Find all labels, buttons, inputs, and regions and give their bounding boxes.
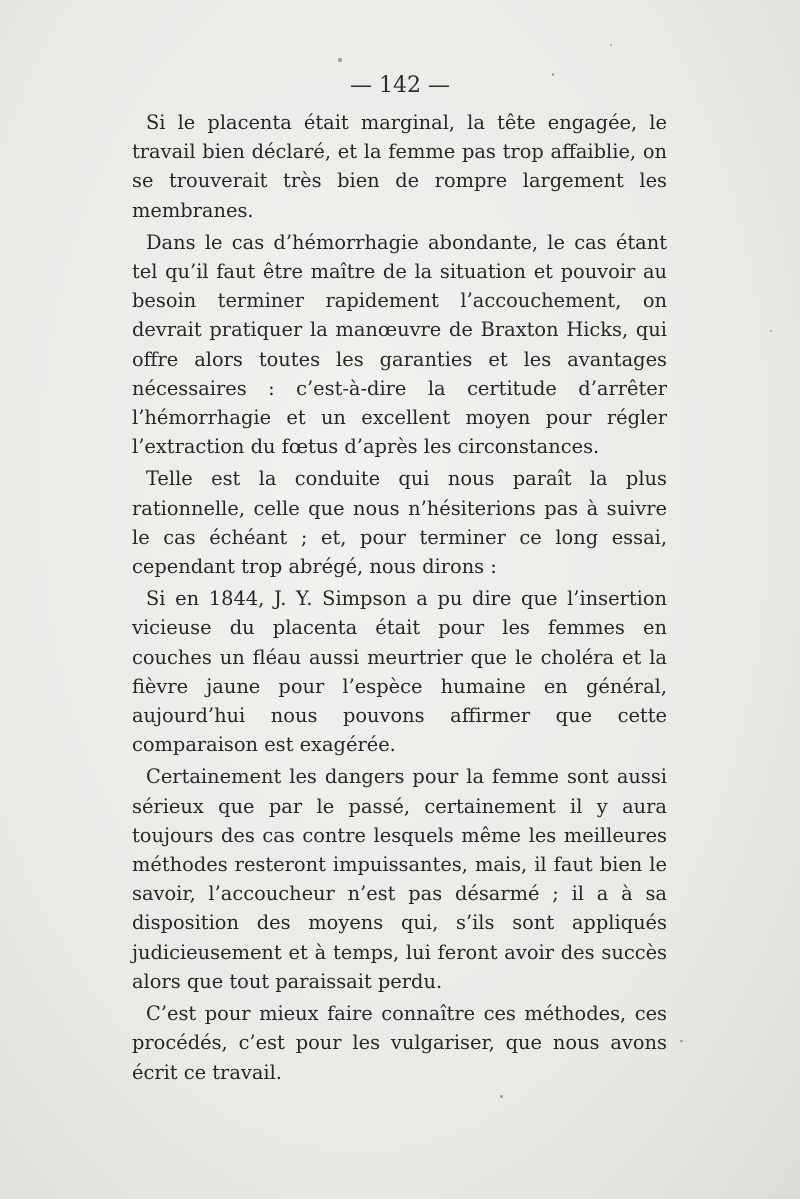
paper-speck [500, 1095, 503, 1098]
paragraph: Certainement les dangers pour la femme sont aussi sérieux que par le passé, certainement il y aura toujours des cas contre lesquels même les meilleures méthodes resteront impuissantes, mais, il faut bien le savoir, l’accoucheur n’est pas désarmé ; il a à sa disposition des moyens qui, s’ils sont appliqués judicieusement et à temps, lui feront avoir des succès alors que tout paraissait perdu. [132, 765, 667, 993]
paragraph: Telle est la conduite qui nous paraît la plus rationnelle, celle que nous n’hésiterions pas à suivre le cas échéant ; et, pour terminer ce long essai, cependant trop abrégé, nous dirons : [132, 467, 667, 579]
page-number: — 142 — [350, 73, 450, 98]
paper-speck [770, 330, 772, 332]
paragraph: Si en 1844, J. Y. Simpson a pu dire que l’insertion vicieuse du placenta était pour les femmes en couches un fléau aussi meurtrier que le choléra et la fièvre jaune pour l’espèce humaine en général, aujourd’hui nous pouvons affirmer que cette comparaison est exagérée. [132, 587, 667, 757]
paper-speck [680, 1040, 683, 1042]
paragraph: Dans le cas d’hémorrhagie abondante, le cas étant tel qu’il faut être maître de la situation et pouvoir au besoin terminer rapidement l’accouchement, on devrait pratiquer la manœuvre de Braxton Hicks, qui offre alors toutes les garanties et les avantages nécessaires : c’est-à-dire la certitude d’arrêter l’hémorrhagie et un excellent moyen pour régler l’extraction du fœtus d’après les circonstances. [132, 230, 667, 459]
body-text [132, 108, 667, 1087]
paper-speck [338, 58, 342, 62]
paragraph: C’est pour mieux faire connaître ces méthodes, ces procédés, c’est pour les vulgariser, que nous avons écrit ce travail. [132, 1002, 667, 1084]
paragraph: Si le placenta était marginal, la tête engagée, le travail bien déclaré, et la femme pas trop affaiblie, on se trouverait très bien de rompre largement les membranes. [132, 111, 667, 222]
paper-speck [610, 44, 612, 46]
